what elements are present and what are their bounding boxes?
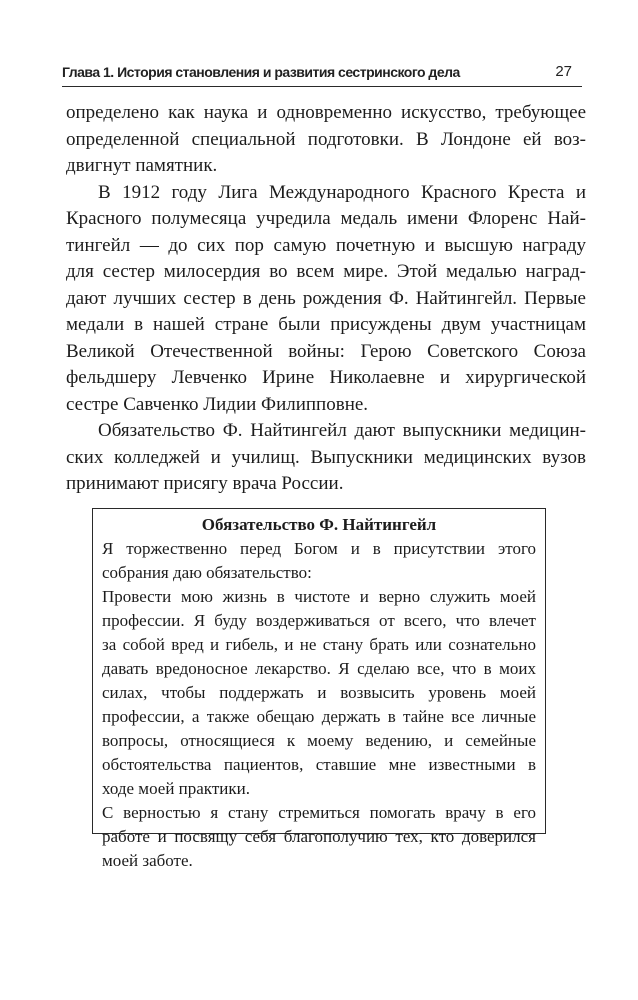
text-line: медали в нашей стране были присуждены двум участницам bbox=[66, 314, 586, 335]
oath-line: Я торжественно перед Богом и в присутствии этого bbox=[102, 539, 536, 558]
text-line: принимают присягу врача России. bbox=[66, 473, 344, 494]
oath-line: обстоятельства пациентов, ставшие мне известными в bbox=[102, 755, 536, 774]
text-line: для сестер милосердия во всем мире. Этой медалью наград- bbox=[66, 261, 586, 282]
text-line: ских колледжей и училищ. Выпускники медицинских вузов bbox=[66, 446, 586, 468]
oath-line: давать вредоносное лекарство. Я сделаю все, что в моих bbox=[102, 659, 536, 678]
oath-line: С верностью я стану стремиться помогать врачу в его bbox=[102, 803, 536, 822]
text-line: Великой Отечественной войны: Герою Советского Союза bbox=[66, 340, 586, 362]
paragraph-1 bbox=[66, 100, 586, 180]
text-line: определенной специальной подготовки. В Лондоне ей воз- bbox=[66, 128, 586, 150]
paragraph-2 bbox=[66, 180, 586, 419]
page-number: 27 bbox=[555, 63, 572, 80]
text-line: дают лучших сестер в день рождения Ф. Найтингейл. Первые bbox=[66, 287, 586, 309]
oath-line: Провести мою жизнь в чистоте и верно служить моей bbox=[102, 587, 536, 606]
oath-line: профессии. Я буду воздерживаться от всего, что влечет bbox=[102, 611, 536, 630]
chapter-title: Глава 1. История становления и развития сестринского дела bbox=[62, 64, 460, 80]
main-text bbox=[66, 100, 586, 498]
oath-line: вопросы, относящиеся к моему ведению, и семейные bbox=[102, 731, 536, 750]
oath-line: ходе моей практики. bbox=[102, 779, 250, 798]
oath-line: моей заботе. bbox=[102, 851, 193, 870]
text-line: В 1912 году Лига Международного Красного Креста и bbox=[98, 181, 586, 203]
oath-box bbox=[92, 508, 546, 870]
oath-line: собрания даю обязательство: bbox=[102, 563, 312, 582]
oath-line: за собой вред и гибель, и не стану брать или сознательно bbox=[102, 635, 536, 654]
oath-line: профессии, а также обещаю держать в тайне все личные bbox=[102, 707, 536, 726]
paragraph-3 bbox=[66, 418, 586, 498]
oath-line: силах, чтобы поддержать и возвысить уровень моей bbox=[102, 683, 536, 702]
text-line: тингейл — до сих пор самую почетную и высшую награду bbox=[66, 234, 586, 256]
oath-line: работе и посвящу себя благополучию тех, кто доверился bbox=[102, 827, 536, 846]
oath-title: Обязательство Ф. Найтингейл bbox=[201, 515, 437, 534]
text-line: определено как наука и одновременно искусство, требующее bbox=[66, 102, 586, 123]
text-line: Обязательство Ф. Найтингейл дают выпускники медицин- bbox=[98, 420, 586, 441]
text-line: двигнут памятник. bbox=[66, 155, 218, 176]
text-line: Красного полумесяца учредила медаль имени Флоренс Най- bbox=[66, 208, 586, 229]
text-line: фельдшеру Левченко Ирине Николаевне и хирургической bbox=[66, 367, 586, 388]
running-header bbox=[62, 58, 582, 87]
text-line: сестре Савченко Лидии Филипповне. bbox=[66, 393, 369, 415]
